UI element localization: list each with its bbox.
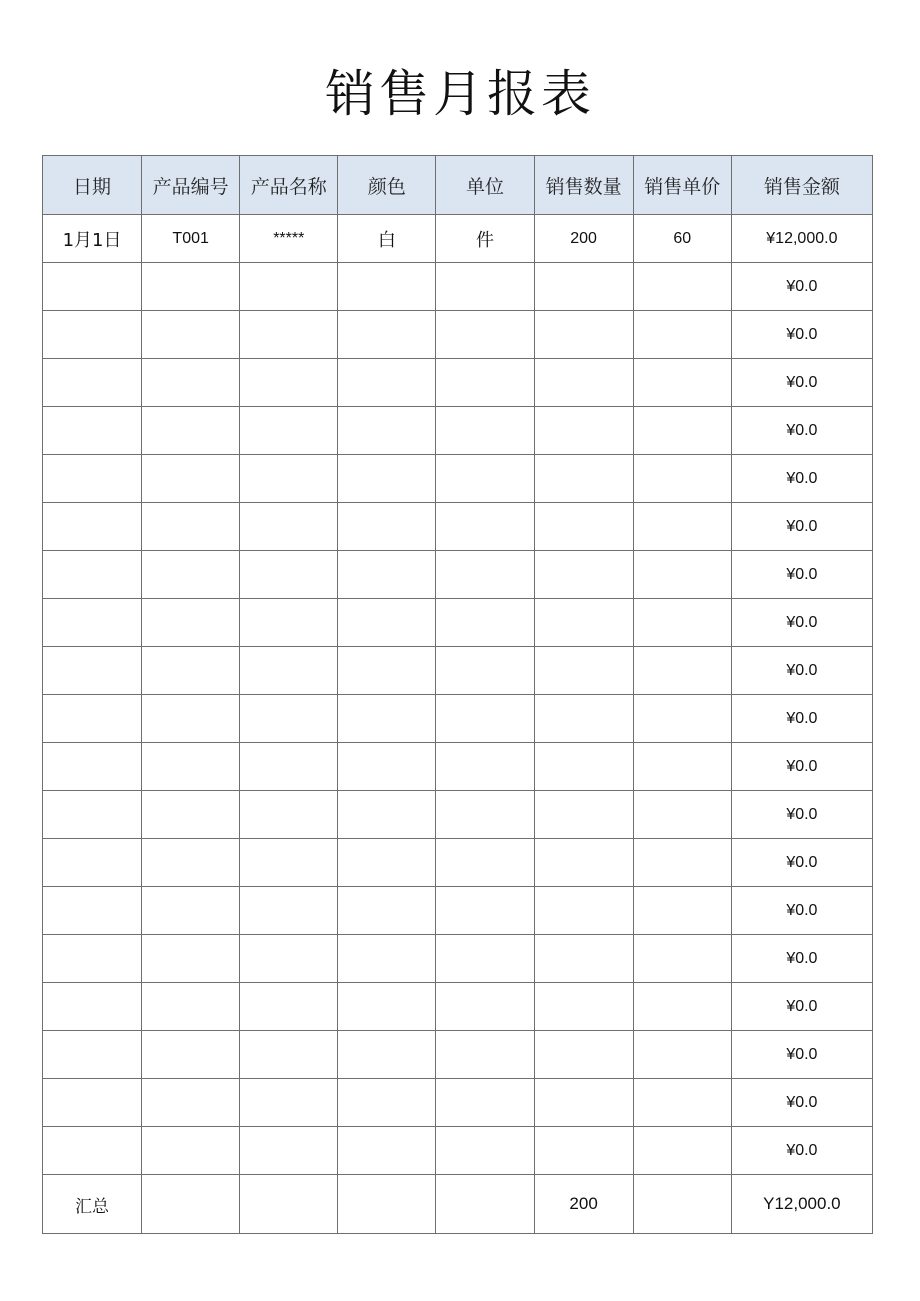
cell-product-id	[142, 935, 240, 983]
header-amount: 销售金额	[731, 156, 872, 215]
summary-cell	[142, 1175, 240, 1234]
cell-unit	[436, 647, 534, 695]
cell-unit	[436, 599, 534, 647]
cell-quantity	[534, 599, 633, 647]
cell-amount: ¥0.0	[731, 839, 872, 887]
cell-quantity	[534, 743, 633, 791]
cell-date	[43, 839, 142, 887]
cell-amount: ¥12,000.0	[731, 215, 872, 263]
summary-row	[43, 1175, 873, 1234]
cell-product-name	[240, 983, 338, 1031]
cell-product-id	[142, 1079, 240, 1127]
cell-unit-price	[633, 647, 731, 695]
cell-product-name	[240, 359, 338, 407]
cell-product-id	[142, 263, 240, 311]
cell-unit	[436, 1031, 534, 1079]
cell-unit	[436, 743, 534, 791]
cell-color	[338, 551, 436, 599]
cell-product-id	[142, 887, 240, 935]
table-row	[43, 263, 873, 311]
cell-amount: ¥0.0	[731, 551, 872, 599]
cell-product-id	[142, 983, 240, 1031]
cell-product-name	[240, 1127, 338, 1175]
cell-quantity	[534, 695, 633, 743]
cell-date	[43, 599, 142, 647]
cell-color	[338, 311, 436, 359]
cell-unit	[436, 1079, 534, 1127]
cell-color	[338, 455, 436, 503]
cell-color	[338, 1031, 436, 1079]
cell-product-name	[240, 1031, 338, 1079]
cell-product-name	[240, 551, 338, 599]
cell-product-id	[142, 839, 240, 887]
cell-date	[43, 551, 142, 599]
cell-unit	[436, 503, 534, 551]
cell-date	[43, 359, 142, 407]
cell-quantity	[534, 1079, 633, 1127]
summary-cell	[436, 1175, 534, 1234]
cell-color	[338, 695, 436, 743]
cell-unit-price	[633, 503, 731, 551]
table-row	[43, 215, 873, 263]
cell-unit-price	[633, 983, 731, 1031]
cell-color	[338, 1127, 436, 1175]
cell-unit	[436, 695, 534, 743]
cell-unit-price	[633, 311, 731, 359]
cell-date	[43, 743, 142, 791]
cell-date	[43, 1127, 142, 1175]
cell-unit-price	[633, 455, 731, 503]
cell-date	[43, 935, 142, 983]
cell-color	[338, 743, 436, 791]
cell-quantity	[534, 455, 633, 503]
cell-product-name: *****	[240, 215, 338, 263]
header-product-name: 产品名称	[240, 156, 338, 215]
cell-product-name	[240, 791, 338, 839]
cell-amount: ¥0.0	[731, 983, 872, 1031]
cell-unit-price	[633, 1127, 731, 1175]
cell-color	[338, 839, 436, 887]
cell-color	[338, 935, 436, 983]
summary-label: 汇总	[43, 1175, 142, 1234]
cell-product-name	[240, 935, 338, 983]
cell-color	[338, 359, 436, 407]
cell-product-id	[142, 1127, 240, 1175]
summary-cell	[240, 1175, 338, 1234]
cell-product-id	[142, 503, 240, 551]
table-row	[43, 695, 873, 743]
table-row	[43, 1031, 873, 1079]
cell-amount: ¥0.0	[731, 359, 872, 407]
cell-unit-price	[633, 1031, 731, 1079]
cell-date	[43, 455, 142, 503]
summary-cell	[338, 1175, 436, 1234]
cell-color	[338, 1079, 436, 1127]
cell-unit-price	[633, 743, 731, 791]
cell-amount: ¥0.0	[731, 935, 872, 983]
cell-product-id	[142, 695, 240, 743]
cell-quantity	[534, 647, 633, 695]
cell-product-id	[142, 1031, 240, 1079]
cell-product-name	[240, 263, 338, 311]
cell-product-name	[240, 743, 338, 791]
cell-amount: ¥0.0	[731, 407, 872, 455]
cell-product-name	[240, 839, 338, 887]
cell-quantity	[534, 503, 633, 551]
cell-product-id	[142, 359, 240, 407]
cell-date	[43, 407, 142, 455]
cell-date	[43, 1079, 142, 1127]
cell-unit-price	[633, 407, 731, 455]
cell-unit-price	[633, 935, 731, 983]
cell-amount: ¥0.0	[731, 647, 872, 695]
cell-quantity	[534, 359, 633, 407]
cell-date	[43, 695, 142, 743]
table-row	[43, 311, 873, 359]
table-row	[43, 743, 873, 791]
cell-amount: ¥0.0	[731, 311, 872, 359]
cell-unit-price	[633, 1079, 731, 1127]
cell-quantity	[534, 263, 633, 311]
cell-product-name	[240, 695, 338, 743]
cell-product-name	[240, 599, 338, 647]
cell-quantity	[534, 839, 633, 887]
table-row	[43, 455, 873, 503]
table-row	[43, 935, 873, 983]
cell-unit-price	[633, 263, 731, 311]
table-row	[43, 647, 873, 695]
table-row	[43, 503, 873, 551]
summary-quantity: 200	[534, 1175, 633, 1234]
cell-product-name	[240, 455, 338, 503]
cell-unit	[436, 551, 534, 599]
header-quantity: 销售数量	[534, 156, 633, 215]
cell-color	[338, 647, 436, 695]
cell-unit	[436, 791, 534, 839]
cell-product-name	[240, 503, 338, 551]
cell-quantity	[534, 1031, 633, 1079]
cell-date	[43, 791, 142, 839]
table-row	[43, 887, 873, 935]
cell-unit-price	[633, 599, 731, 647]
cell-date	[43, 263, 142, 311]
cell-product-name	[240, 647, 338, 695]
table-body	[43, 215, 873, 1175]
cell-unit: 件	[436, 215, 534, 263]
summary-amount: Y12,000.0	[731, 1175, 872, 1234]
cell-unit	[436, 983, 534, 1031]
cell-amount: ¥0.0	[731, 695, 872, 743]
cell-color	[338, 263, 436, 311]
cell-product-id	[142, 455, 240, 503]
cell-amount: ¥0.0	[731, 263, 872, 311]
cell-quantity	[534, 551, 633, 599]
cell-color	[338, 599, 436, 647]
header-unit: 单位	[436, 156, 534, 215]
header-date: 日期	[43, 156, 142, 215]
cell-unit-price	[633, 887, 731, 935]
cell-unit	[436, 1127, 534, 1175]
cell-unit	[436, 887, 534, 935]
cell-unit-price	[633, 695, 731, 743]
cell-amount: ¥0.0	[731, 599, 872, 647]
header-color: 颜色	[338, 156, 436, 215]
cell-unit	[436, 407, 534, 455]
cell-unit	[436, 311, 534, 359]
cell-quantity	[534, 935, 633, 983]
table-row	[43, 407, 873, 455]
table-row	[43, 1079, 873, 1127]
cell-unit	[436, 839, 534, 887]
cell-unit-price	[633, 839, 731, 887]
cell-quantity	[534, 407, 633, 455]
cell-product-id: T001	[142, 215, 240, 263]
cell-unit	[436, 359, 534, 407]
cell-unit	[436, 935, 534, 983]
cell-product-id	[142, 791, 240, 839]
table-row	[43, 791, 873, 839]
header-unit-price: 销售单价	[633, 156, 731, 215]
cell-amount: ¥0.0	[731, 887, 872, 935]
summary-cell	[633, 1175, 731, 1234]
cell-amount: ¥0.0	[731, 791, 872, 839]
cell-quantity	[534, 311, 633, 359]
cell-amount: ¥0.0	[731, 503, 872, 551]
table-row	[43, 599, 873, 647]
cell-quantity	[534, 791, 633, 839]
cell-amount: ¥0.0	[731, 455, 872, 503]
cell-color	[338, 887, 436, 935]
cell-product-name	[240, 407, 338, 455]
cell-date	[43, 1031, 142, 1079]
cell-unit-price: 60	[633, 215, 731, 263]
cell-date	[43, 647, 142, 695]
cell-product-name	[240, 1079, 338, 1127]
cell-quantity	[534, 1127, 633, 1175]
cell-color	[338, 791, 436, 839]
cell-unit-price	[633, 551, 731, 599]
cell-amount: ¥0.0	[731, 1127, 872, 1175]
cell-date: 1月1日	[43, 215, 142, 263]
cell-amount: ¥0.0	[731, 1031, 872, 1079]
cell-date	[43, 887, 142, 935]
cell-product-name	[240, 887, 338, 935]
header-row	[43, 156, 873, 215]
cell-product-name	[240, 311, 338, 359]
cell-product-id	[142, 599, 240, 647]
cell-product-id	[142, 407, 240, 455]
cell-product-id	[142, 311, 240, 359]
cell-date	[43, 311, 142, 359]
cell-unit-price	[633, 791, 731, 839]
cell-amount: ¥0.0	[731, 743, 872, 791]
cell-date	[43, 983, 142, 1031]
table-row	[43, 983, 873, 1031]
table-row	[43, 1127, 873, 1175]
header-product-id: 产品编号	[142, 156, 240, 215]
cell-color: 白	[338, 215, 436, 263]
cell-product-id	[142, 647, 240, 695]
table-row	[43, 839, 873, 887]
cell-product-id	[142, 743, 240, 791]
cell-quantity	[534, 887, 633, 935]
cell-unit	[436, 263, 534, 311]
cell-quantity: 200	[534, 215, 633, 263]
cell-unit	[436, 455, 534, 503]
table-row	[43, 551, 873, 599]
table-row	[43, 359, 873, 407]
cell-unit-price	[633, 359, 731, 407]
cell-date	[43, 503, 142, 551]
cell-quantity	[534, 983, 633, 1031]
cell-color	[338, 503, 436, 551]
cell-color	[338, 407, 436, 455]
cell-color	[338, 983, 436, 1031]
cell-product-id	[142, 551, 240, 599]
page-title: 销售月报表	[325, 65, 595, 123]
cell-amount: ¥0.0	[731, 1079, 872, 1127]
sales-report-table	[42, 155, 873, 1234]
